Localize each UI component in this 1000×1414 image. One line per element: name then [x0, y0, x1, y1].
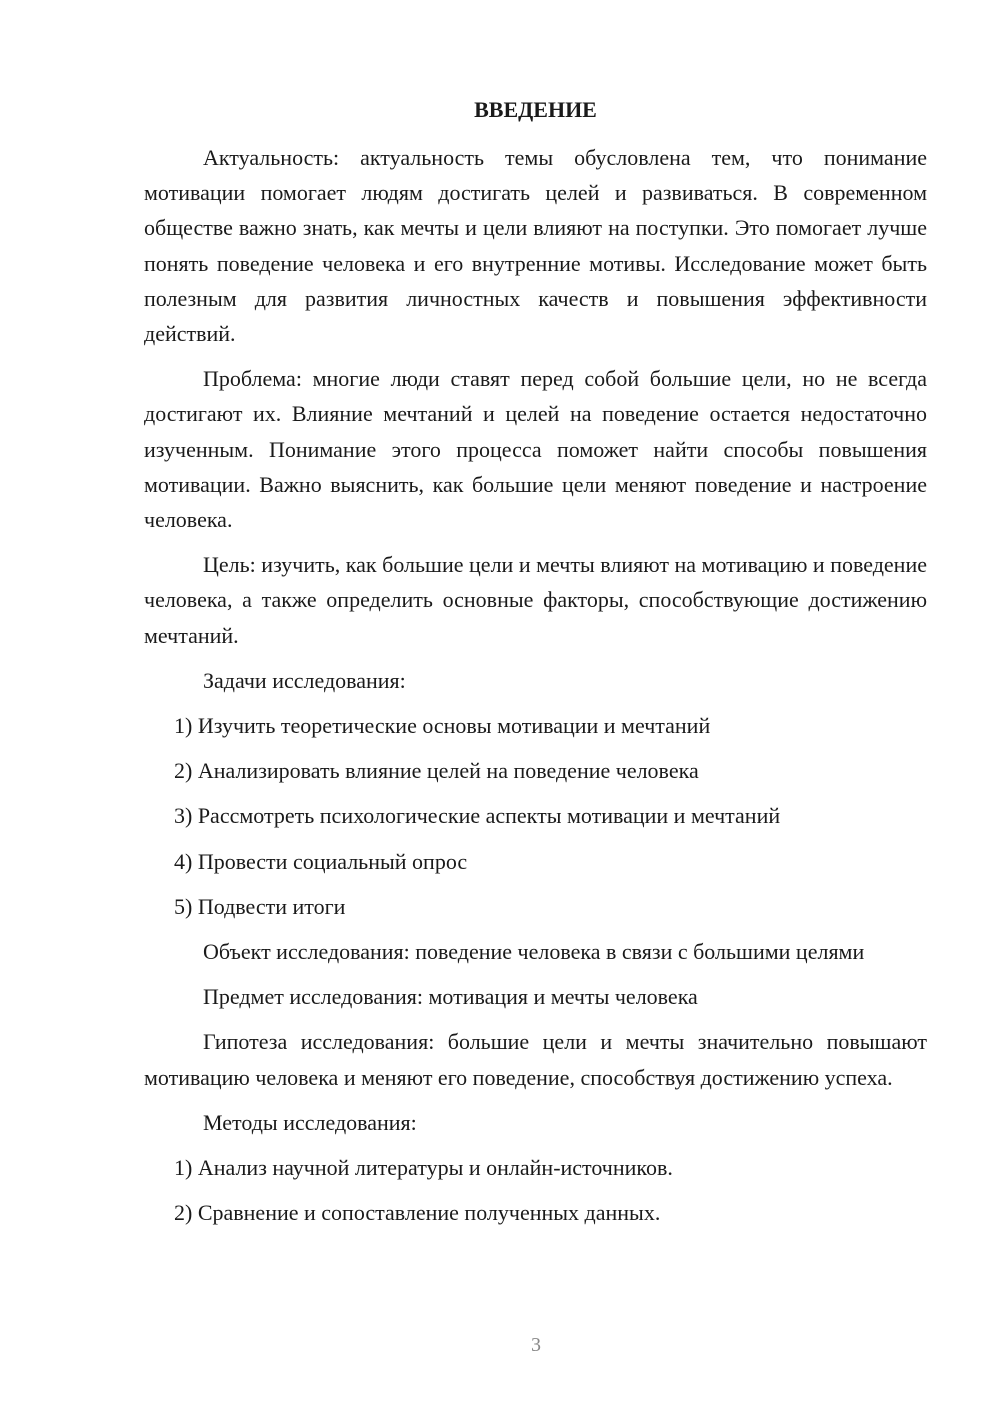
list-item: 4) Провести социальный опрос [174, 848, 468, 874]
tasks-heading: Задачи исследования: [203, 667, 406, 693]
methods-list [144, 1150, 927, 1230]
list-item: 5) Подвести итоги [174, 893, 346, 919]
hypothesis-paragraph: Гипотеза исследования: большие цели и мечты значительно повышают мотивацию человека и меняют его поведение, способствуя достижению успеха. [144, 1029, 927, 1090]
page-content [144, 94, 927, 1240]
list-item: 1) Изучить теоретические основы мотивации и мечтаний [174, 713, 711, 739]
tasks-list [144, 708, 927, 924]
object-paragraph: Объект исследования: поведение человека в связи с большими целями [203, 939, 865, 965]
relevance-paragraph: Актуальность: актуальность темы обусловлена тем, что понимание мотивации помогает людям достигать целей и развиваться. В современном обществе важно знать, как мечты и цели влияют на поступки. Это помогает лучше понять поведение человека и его внутренние мотивы. Исследование может быть полезным для развития личностных качеств и повышения эффективности действий. [144, 145, 927, 347]
problem-paragraph: Проблема: многие люди ставят перед собой большие цели, но не всегда достигают их. Влияние мечтаний и целей на поведение остается недостаточно изученным. Понимание этого процесса поможет найти способы повышения мотивации. Важно выяснить, как большие цели меняют поведение и настроение человека. [144, 366, 927, 533]
section-title: ВВЕДЕНИЕ [474, 97, 597, 122]
methods-heading: Методы исследования: [203, 1109, 417, 1135]
goal-paragraph: Цель: изучить, как большие цели и мечты влияют на мотивацию и поведение человека, а также определить основные факторы, способствующие достижению мечтаний. [144, 552, 927, 648]
list-item: 3) Рассмотреть психологические аспекты мотивации и мечтаний [174, 803, 781, 829]
list-item: 1) Анализ научной литературы и онлайн-источников. [174, 1155, 673, 1181]
list-item: 2) Анализировать влияние целей на поведение человека [174, 758, 699, 784]
list-item: 2) Сравнение и сопоставление полученных данных. [174, 1200, 661, 1226]
subject-paragraph: Предмет исследования: мотивация и мечты человека [203, 984, 698, 1010]
page-number: 3 [531, 1334, 541, 1356]
